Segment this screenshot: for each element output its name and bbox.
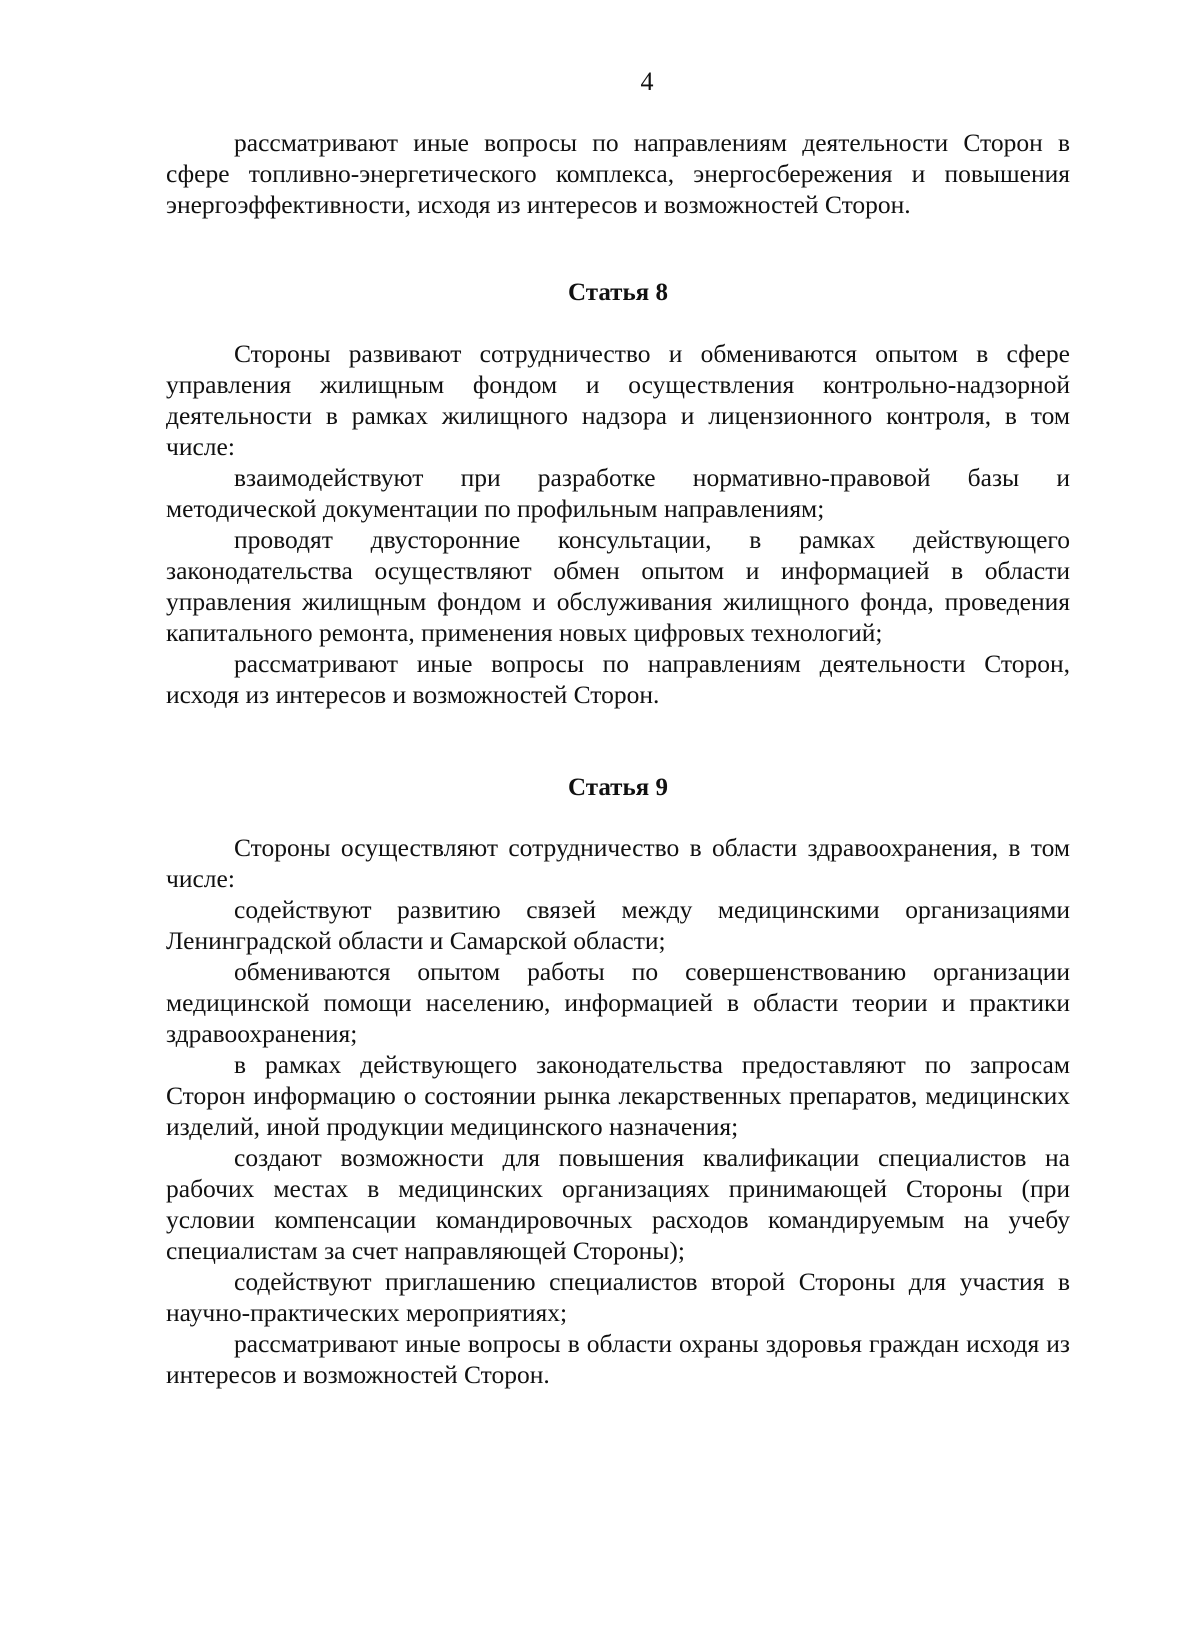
- article-9-title: Статья 9: [568, 774, 668, 801]
- article-9-paragraph: содействуют развитию связей между медицинскими организациями Ленинградской области и Самарской области;: [166, 895, 1070, 955]
- article-9-paragraph: рассматривают иные вопросы в области охраны здоровья граждан исходя из интересов и возможностей Сторон.: [166, 1329, 1070, 1389]
- article-8-paragraph: рассматривают иные вопросы по направлениям деятельности Сторон, исходя из интересов и возможностей Сторон.: [166, 649, 1070, 709]
- article-8-title: Статья 8: [568, 279, 668, 306]
- article-9-paragraph: Стороны осуществляют сотрудничество в области здравоохранения, в том числе:: [166, 833, 1070, 893]
- article-9-paragraph: обмениваются опытом работы по совершенствованию организации медицинской помощи населению, информацией в области теории и практики здравоохранения;: [166, 957, 1070, 1048]
- article-8-paragraph: взаимодействуют при разработке нормативно-правовой базы и методической документации по профильным направлениям;: [166, 463, 1070, 523]
- article-9-paragraph: в рамках действующего законодательства предоставляют по запросам Сторон информацию о состоянии рынка лекарственных препаратов, медицинских изделий, иной продукции медицинского назначения;: [166, 1050, 1070, 1141]
- page-number: 4: [640, 67, 654, 96]
- article-8-body: [166, 338, 1070, 710]
- intro-paragraph: рассматривают иные вопросы по направлениям деятельности Сторон в сфере топливно-энергетического комплекса, энергосбережения и повышения энергоэффективности, исходя из интересов и возможностей Сторон.: [166, 128, 1070, 219]
- article-9-paragraph: создают возможности для повышения квалификации специалистов на рабочих местах в медицинских организациях принимающей Стороны (при условии компенсации командировочных расходов командируемым на учебу специалистам за счет направляющей Стороны);: [166, 1143, 1070, 1265]
- article-9-paragraph: содействуют приглашению специалистов второй Стороны для участия в научно-практических мероприятиях;: [166, 1267, 1070, 1327]
- article-8-paragraph: проводят двусторонние консультации, в рамках действующего законодательства осуществляют обмен опытом и информацией в области управления жилищным фондом и обслуживания жилищного фонда, проведения капитального ремонта, применения новых цифровых технологий;: [166, 525, 1070, 647]
- article-9-body: [166, 832, 1070, 1390]
- intro-section: [166, 127, 1070, 220]
- article-8-paragraph: Стороны развивают сотрудничество и обмениваются опытом в сфере управления жилищным фондом и осуществления контрольно-надзорной деятельности в рамках жилищного надзора и лицензионного контроля, в том числе:: [166, 339, 1070, 461]
